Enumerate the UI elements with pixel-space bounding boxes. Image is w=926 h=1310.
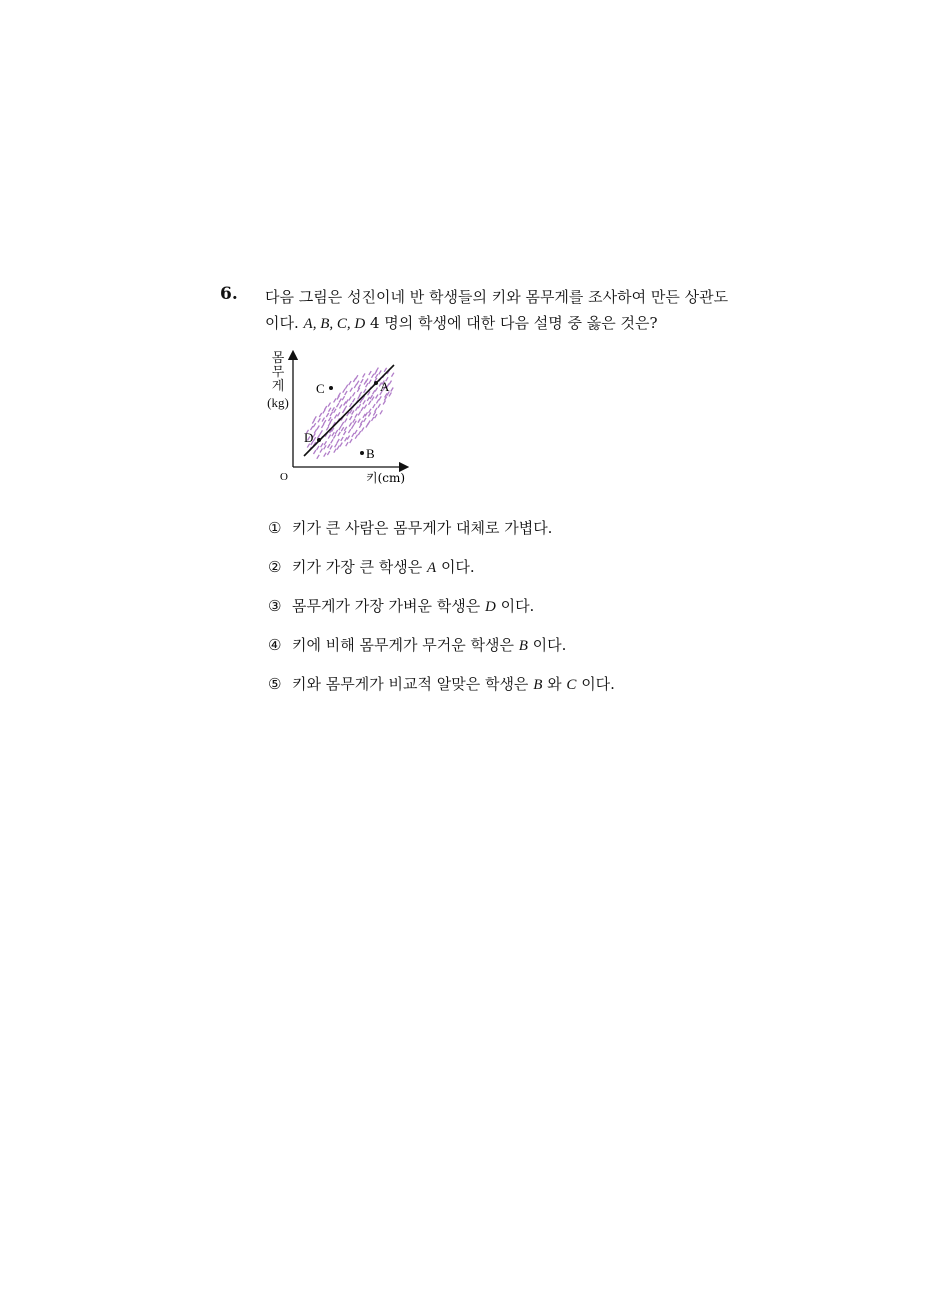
scatter-mark	[375, 388, 377, 392]
scatter-mark	[314, 429, 316, 433]
scatter-mark	[335, 414, 337, 418]
question-stem	[265, 284, 785, 337]
point-c-label: C	[316, 381, 325, 396]
question-number: 6.	[220, 284, 238, 304]
scatter-mark	[330, 445, 332, 449]
scatter-mark	[324, 420, 326, 424]
scatter-mark	[379, 370, 381, 374]
scatter-mark	[313, 437, 315, 441]
scatter-mark	[370, 395, 372, 399]
scatter-mark	[353, 392, 355, 396]
choice-4-var: B	[518, 638, 528, 654]
scatter-mark	[369, 401, 371, 405]
choice-5-text-mid: 와	[542, 675, 567, 693]
scatter-mark	[350, 388, 352, 392]
scatter-mark	[367, 397, 369, 401]
scatter-mark	[317, 455, 319, 459]
scatter-mark	[341, 422, 343, 426]
scatter-mark	[361, 407, 363, 411]
scatter-mark	[314, 450, 316, 454]
scatter-mark	[375, 374, 377, 378]
scatter-mark	[334, 398, 336, 402]
choice-3-mark: ③	[268, 597, 282, 615]
scatter-mark	[350, 416, 352, 420]
scatter-mark	[356, 375, 358, 379]
stem-line-2-prefix: 이다.	[265, 314, 304, 332]
scatter-mark	[324, 406, 326, 410]
scatter-mark	[350, 439, 352, 443]
scatter-mark	[337, 439, 339, 443]
scatter-mark	[347, 436, 349, 440]
point-d-label: D	[304, 430, 314, 445]
scatter-mark	[355, 414, 357, 418]
choice-1-mark: ①	[268, 519, 282, 537]
scatter-mark	[340, 404, 342, 408]
origin-label: O	[280, 471, 288, 483]
scatter-mark	[361, 379, 363, 383]
scatter-mark	[349, 381, 351, 385]
scatter-mark	[324, 453, 326, 457]
stem-line-2	[265, 310, 785, 337]
scatter-mark	[341, 437, 343, 441]
scatter-mark	[356, 407, 358, 411]
scatter-mark	[337, 403, 339, 407]
scatter-mark	[322, 418, 324, 422]
scatter-mark	[324, 445, 326, 449]
scatter-diagram	[262, 350, 422, 490]
scatter-mark	[364, 418, 366, 422]
scatter-mark	[384, 368, 386, 372]
scatter-mark	[324, 441, 326, 445]
choice-3-text: 몸무게가 가장 가벼운 학생은	[292, 597, 485, 615]
choice-2-var: A	[427, 560, 437, 576]
choice-2-mark: ②	[268, 558, 282, 576]
scatter-mark	[354, 384, 356, 388]
scatter-mark	[317, 426, 319, 430]
scatter-mark	[345, 437, 347, 441]
scatter-mark	[389, 381, 391, 385]
scatter-mark	[363, 373, 365, 377]
scatter-mark	[338, 432, 340, 436]
scatter-mark	[375, 414, 377, 418]
scatter-mark	[372, 417, 374, 421]
scatter-mark	[350, 403, 352, 407]
choice-5[interactable]	[268, 673, 768, 712]
scatter-mark	[355, 430, 357, 434]
choice-1[interactable]	[268, 517, 768, 556]
scatter-mark	[372, 397, 374, 401]
scatter-mark	[358, 411, 360, 415]
scatter-mark	[328, 435, 330, 439]
choice-5-var: B	[533, 677, 543, 693]
scatter-mark	[346, 400, 348, 404]
scatter-mark	[337, 446, 339, 450]
scatter-mark	[373, 412, 375, 416]
scatter-mark	[332, 407, 334, 411]
scatter-mark	[335, 443, 337, 447]
point-c	[329, 386, 333, 390]
scatter-mark	[317, 446, 319, 450]
choice-3-text-after: 이다.	[495, 597, 535, 615]
scatter-mark	[355, 435, 357, 439]
scatter-mark	[380, 410, 382, 414]
choice-3[interactable]	[268, 595, 768, 634]
scatter-mark	[352, 433, 354, 437]
scatter-mark	[366, 383, 368, 387]
scatter-mark	[331, 439, 333, 443]
y-axis-unit: (kg)	[267, 395, 289, 410]
scatter-mark	[392, 373, 394, 377]
scatter-mark	[320, 449, 322, 453]
choice-1-text: 키가 큰 사람은 몸무게가 대체로 가볍다.	[292, 519, 553, 537]
choice-4[interactable]	[268, 634, 768, 673]
scatter-mark	[349, 396, 351, 400]
scatter-mark	[329, 408, 331, 412]
scatter-mark	[339, 426, 341, 430]
scatter-mark	[369, 380, 371, 384]
scatter-mark	[322, 424, 324, 428]
scatter-mark	[332, 432, 334, 436]
y-axis-char-3: 게	[271, 379, 285, 394]
point-a-label: A	[380, 379, 390, 394]
scatter-mark	[328, 403, 330, 407]
y-axis-char-2: 무	[271, 365, 285, 380]
scatter-mark	[320, 430, 322, 434]
scatter-mark	[318, 418, 320, 422]
scatter-mark	[326, 413, 328, 417]
scatter-mark	[334, 449, 336, 453]
scatter-mark	[326, 426, 328, 430]
stem-variables: A, B, C, D	[303, 316, 366, 332]
point-b	[360, 451, 364, 455]
x-axis-label: 키(cm)	[366, 471, 406, 485]
scatter-mark	[351, 425, 353, 429]
stem-line-2-suffix: 4 명의 학생에 대한 다음 설명 중 옳은 것은?	[365, 314, 658, 332]
scatter-mark	[376, 395, 378, 399]
scatter-mark	[368, 413, 370, 417]
choice-5-mark: ⑤	[268, 675, 282, 693]
scatter-mark	[346, 442, 348, 446]
point-b-label: B	[366, 446, 375, 461]
scatter-mark	[373, 390, 375, 394]
point-d	[317, 438, 321, 442]
scatter-mark	[342, 396, 344, 400]
choice-4-text: 키에 비해 몸무게가 무거운 학생은	[292, 636, 519, 654]
scatter-mark	[335, 430, 337, 434]
choice-5-text-after: 이다.	[576, 675, 615, 693]
scatter-mark	[372, 374, 374, 378]
answer-choices	[268, 517, 768, 712]
scatter-mark	[383, 401, 385, 405]
scatter-mark	[357, 381, 359, 385]
scatter-mark	[369, 409, 371, 413]
scatter-mark	[328, 444, 330, 448]
scatter-mark	[368, 421, 370, 425]
scatter-mark	[362, 427, 364, 431]
scatter-mark	[364, 389, 366, 393]
scatter-mark	[348, 429, 350, 433]
scatter-mark	[369, 371, 371, 375]
choice-3-var: D	[484, 599, 496, 615]
scatter-mark	[358, 419, 360, 423]
scatter-mark	[333, 435, 335, 439]
choice-4-text-after: 이다.	[527, 636, 567, 654]
scatter-mark	[364, 405, 366, 409]
scatter-mark	[344, 431, 346, 435]
scatter-mark	[338, 412, 340, 416]
scatter-mark	[345, 391, 347, 395]
scatter-mark	[379, 396, 381, 400]
scatter-mark	[339, 399, 341, 403]
scatter-mark	[313, 423, 315, 427]
scatter-mark	[358, 404, 360, 408]
scatter-mark	[345, 385, 347, 389]
y-axis-char-1: 몸	[271, 351, 285, 366]
scatter-mark	[373, 404, 375, 408]
scatter-mark	[349, 423, 351, 427]
scatter-mark	[341, 427, 343, 431]
scatter-mark	[321, 443, 323, 447]
choice-2-text-after: 이다.	[436, 558, 475, 576]
scatter-mark	[318, 434, 320, 438]
scatter-mark	[391, 388, 393, 392]
scatter-mark	[343, 389, 345, 393]
scatter-mark	[352, 411, 354, 415]
scatter-mark	[344, 427, 346, 431]
scatter-mark	[344, 402, 346, 406]
choice-4-mark: ④	[268, 636, 282, 654]
choice-5-text: 키와 몸무게가 비교적 알맞은 학생은	[292, 675, 534, 693]
scatter-mark	[334, 409, 336, 413]
scatter-mark	[375, 408, 377, 412]
scatter-mark	[344, 406, 346, 410]
scatter-mark	[314, 416, 316, 420]
scatter-mark	[330, 412, 332, 416]
choice-2[interactable]	[268, 556, 768, 595]
scatter-mark	[378, 404, 380, 408]
scatter-mark	[363, 400, 365, 404]
stem-line-1: 다음 그림은 성진이네 반 학생들의 키와 몸무게를 조사하여 만든 상관도	[265, 288, 729, 306]
scatter-mark	[345, 418, 347, 422]
scatter-mark	[353, 398, 355, 402]
choice-5-var2: C	[566, 677, 577, 693]
point-a	[374, 381, 378, 385]
scatter-mark	[358, 431, 360, 435]
scatter-mark	[327, 451, 329, 455]
scatter-mark	[340, 443, 342, 447]
scatter-mark	[319, 413, 321, 417]
choice-2-text: 키가 가장 큰 학생은	[292, 558, 427, 576]
